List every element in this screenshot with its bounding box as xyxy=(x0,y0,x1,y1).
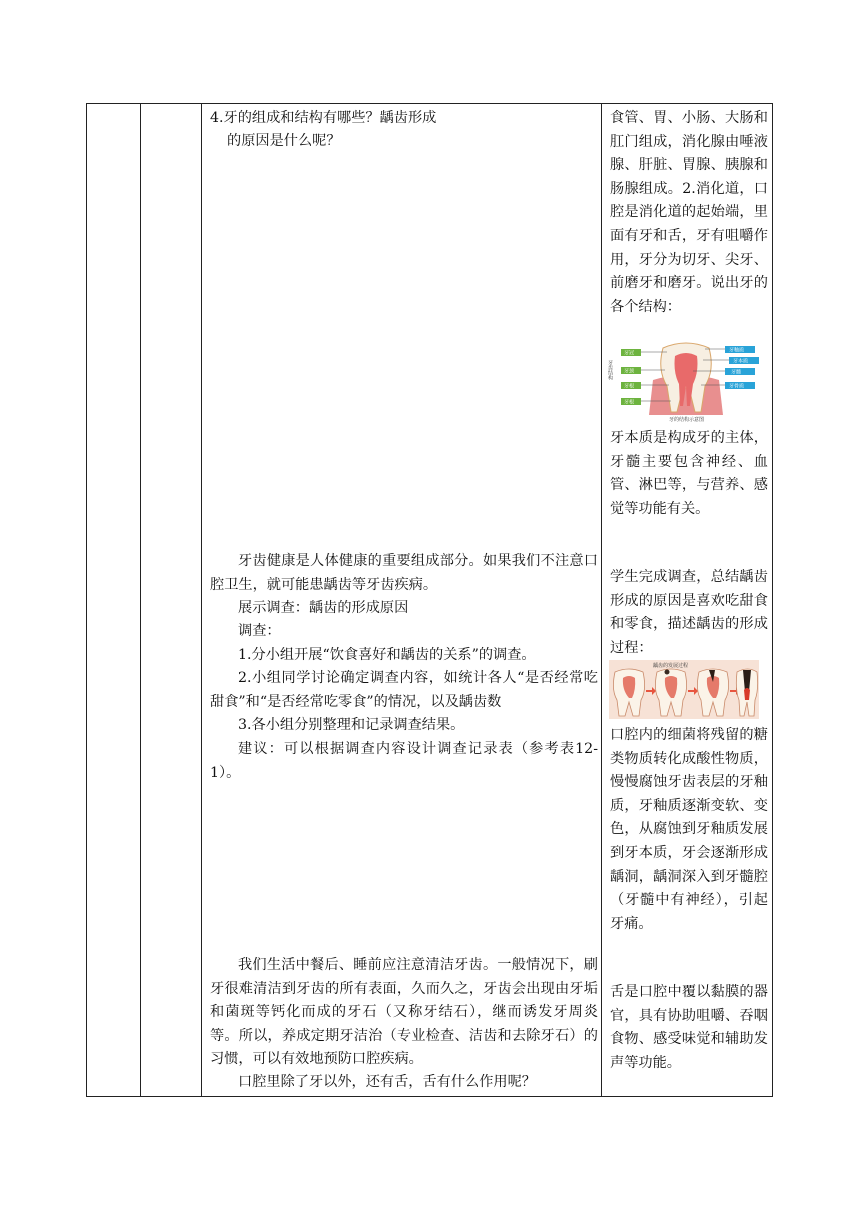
survey-label: 调查： xyxy=(238,623,281,639)
survey-result-text: 学生完成调查，总结龋齿形成的原因是喜欢吃甜食和零食，描述龋齿的形成过程： xyxy=(610,569,768,656)
tooth-label-neck: 牙颈 xyxy=(624,368,635,375)
caries-formation-text: 口腔内的细菌将残留的糖类物质转化成酸性物质，慢慢腐蚀牙齿表层的牙釉质，牙釉质逐渐变软、变色，从腐蚀到牙釉质发展到牙本质，牙会逐渐形成龋洞，龋洞深入到牙髓腔（牙髓中有神经），引起牙痛。 xyxy=(610,727,768,932)
tooth-label-enamel: 牙釉质 xyxy=(729,347,745,354)
paragraph-teeth-cleaning: 我们生活中餐后、睡前应注意清洁牙齿。一般情况下，刷牙很难清洁到牙齿的所有表面，久而久之，牙齿会出现由牙垢和菌斑等钙化而成的牙石（又称牙结石），继而诱发牙周炎等。所以，养成定期牙洁治（专业检查、洁齿和去除牙石）的习惯，可以有效地预防口腔疾病。 xyxy=(210,957,598,1067)
dentin-description: 牙本质是构成牙的主体，牙髓主要包含神经、血管、淋巴等，与营养、感觉等功能有关。 xyxy=(610,430,768,517)
survey-suggestion: 建议：可以根据调查内容设计调查记录表（参考表12-1）。 xyxy=(210,741,598,781)
survey-step-1: 1.分小组开展“饮食喜好和龋齿的关系”的调查。 xyxy=(238,647,536,663)
tooth-label-pulp: 牙髓 xyxy=(731,369,742,376)
tooth-label-root: 牙根 xyxy=(624,399,635,406)
tooth-label-root: 牙根 xyxy=(624,383,635,390)
column-divider xyxy=(601,104,602,1096)
tooth-label-crown: 牙冠 xyxy=(624,350,635,357)
column-divider xyxy=(201,104,202,1096)
question-tooth-structure-line1: 4.牙的组成和结构有哪些？龋齿形成 xyxy=(210,110,437,126)
survey-step-3: 3.各小组分别整理和记录调查结果。 xyxy=(238,717,465,733)
caries-figure-caption: 龋齿的发展过程 xyxy=(653,663,689,669)
question-tooth-structure-line2: 的原因是什么呢？ xyxy=(227,133,341,149)
caries-process-figure xyxy=(609,660,759,719)
tooth-label-dentin: 牙本质 xyxy=(733,358,749,365)
tongue-function-text: 舌是口腔中覆以黏膜的器官，具有协助咀嚼、吞咽食物、感受味觉和辅助发声等功能。 xyxy=(610,984,768,1071)
lesson-table xyxy=(86,103,773,1097)
tooth-figure-side-label: 牙齿结构 xyxy=(607,360,613,380)
paragraph-dental-health: 牙齿健康是人体健康的重要组成部分。如果我们不注意口腔卫生，就可能患龋齿等牙齿疾病。 xyxy=(210,553,598,593)
survey-heading: 展示调查：龋齿的形成原因 xyxy=(238,600,409,616)
survey-step-2: 2.小组同学讨论确定调查内容，如统计各人“是否经常吃甜食”和“是否经常吃零食”的情况，以及龋齿数 xyxy=(210,670,598,710)
tooth-figure-caption: 牙的结构示意图 xyxy=(669,417,705,423)
tooth-label-cementum: 牙骨质 xyxy=(729,383,745,390)
digestive-system-text: 食管、胃、小肠、大肠和肛门组成，消化腺由唾液腺、肝脏、胃腺、胰腺和肠腺组成。2.消化道，口腔是消化道的起始端，里面有牙和舌，牙有咀嚼作用，牙分为切牙、尖牙、前磨牙和磨牙。说出牙的各个结构： xyxy=(610,110,768,315)
tooth-structure-figure xyxy=(607,340,765,423)
question-tongue: 口腔里除了牙以外，还有舌，舌有什么作用呢？ xyxy=(238,1074,536,1090)
column-divider xyxy=(140,104,141,1096)
